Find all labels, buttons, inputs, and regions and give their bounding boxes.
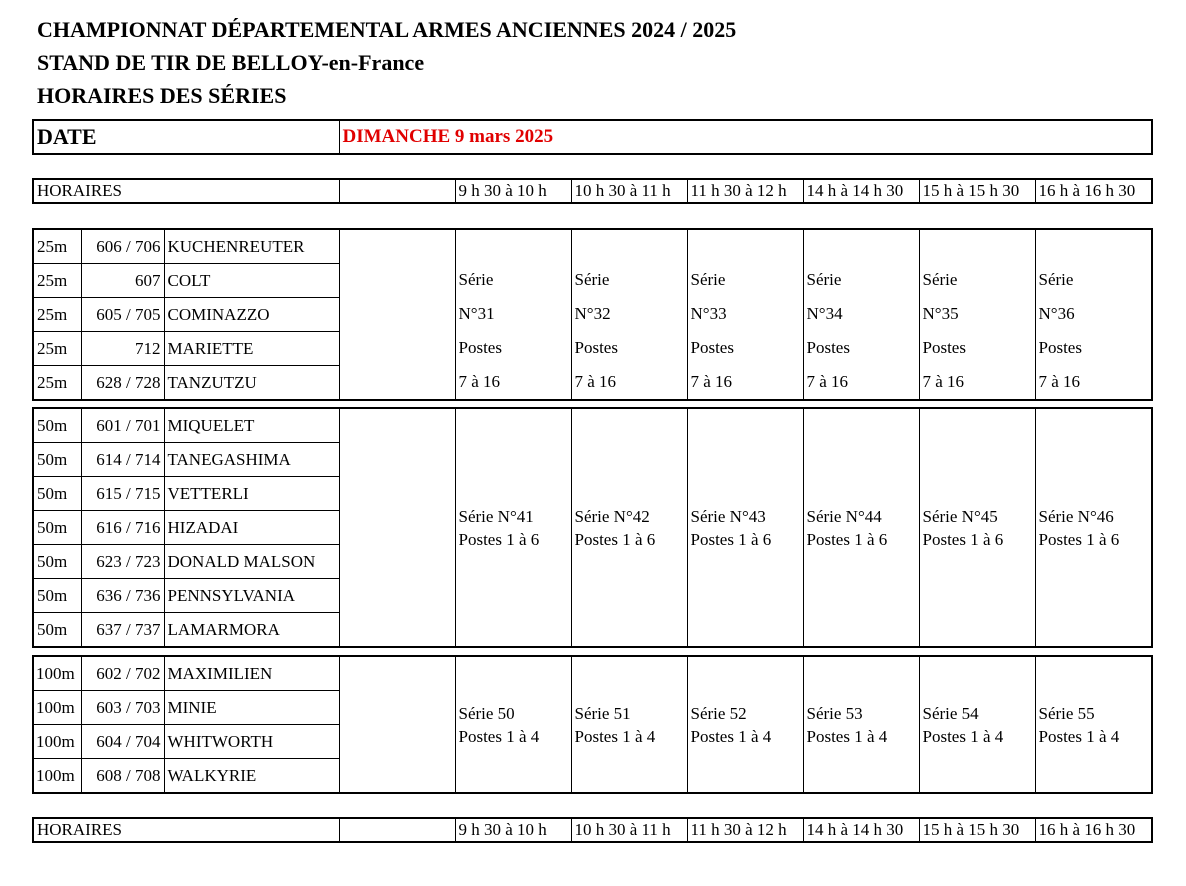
code-cell: 628 / 728 <box>81 366 164 401</box>
postes-range: Postes 1 à 6 <box>458 529 540 549</box>
serie-cell <box>1035 408 1152 647</box>
group-50m-table <box>32 407 1153 648</box>
distance-cell: 100m <box>33 691 81 725</box>
serie-label: Série N°42 <box>574 506 650 526</box>
weapon-name: LAMARMORA <box>164 613 339 648</box>
postes-label: Postes <box>458 338 502 357</box>
serie-label: Série N°41 <box>458 506 534 526</box>
serie-label: Série 54 <box>922 703 979 723</box>
weapon-name: PENNSYLVANIA <box>164 579 339 613</box>
serie-number: N°34 <box>806 304 843 323</box>
code-cell: 604 / 704 <box>81 725 164 759</box>
serie-number: N°33 <box>690 304 727 323</box>
weapon-name: COMINAZZO <box>164 298 339 332</box>
code-cell: 712 <box>81 332 164 366</box>
serie-cell <box>919 408 1035 647</box>
serie-cell <box>1035 229 1152 400</box>
weapon-name: MIQUELET <box>164 408 339 443</box>
blank-cell <box>339 818 455 842</box>
serie-number: N°32 <box>574 304 611 323</box>
postes-range: Postes 1 à 6 <box>806 529 888 549</box>
time-slot: 16 h à 16 h 30 <box>1035 179 1152 203</box>
postes-range: Postes 1 à 6 <box>690 529 772 549</box>
weapon-name: TANEGASHIMA <box>164 443 339 477</box>
code-cell: 606 / 706 <box>81 229 164 264</box>
code-cell: 603 / 703 <box>81 691 164 725</box>
postes-range: 7 à 16 <box>458 372 501 391</box>
serie-cell <box>455 408 571 647</box>
distance-cell: 50m <box>33 579 81 613</box>
distance-cell: 50m <box>33 408 81 443</box>
code-cell: 615 / 715 <box>81 477 164 511</box>
serie-cell <box>803 656 919 793</box>
time-slot: 9 h 30 à 10 h <box>455 179 571 203</box>
distance-cell: 25m <box>33 264 81 298</box>
serie-cell <box>1035 656 1152 793</box>
weapon-name: HIZADAI <box>164 511 339 545</box>
date-table <box>32 119 1153 155</box>
serie-label: Série <box>690 270 726 289</box>
distance-cell: 50m <box>33 511 81 545</box>
code-cell: 608 / 708 <box>81 759 164 794</box>
serie-cell <box>919 229 1035 400</box>
postes-range: Postes 1 à 6 <box>1038 529 1120 549</box>
serie-label: Série N°43 <box>690 506 766 526</box>
serie-label: Série <box>922 270 958 289</box>
distance-cell: 25m <box>33 229 81 264</box>
postes-label: Postes <box>922 338 966 357</box>
serie-cell <box>571 656 687 793</box>
title-line-3: HORAIRES DES SÉRIES <box>37 83 287 108</box>
weapon-name: WALKYRIE <box>164 759 339 794</box>
serie-cell <box>687 656 803 793</box>
weapon-name: MINIE <box>164 691 339 725</box>
serie-cell <box>571 408 687 647</box>
postes-range: 7 à 16 <box>690 372 733 391</box>
time-slot: 10 h 30 à 11 h <box>571 179 687 203</box>
distance-cell: 50m <box>33 477 81 511</box>
postes-range: Postes 1 à 4 <box>922 726 1004 746</box>
distance-cell: 25m <box>33 332 81 366</box>
serie-cell <box>687 229 803 400</box>
distance-cell: 50m <box>33 545 81 579</box>
postes-range: Postes 1 à 6 <box>574 529 656 549</box>
serie-cell <box>571 229 687 400</box>
distance-cell: 50m <box>33 443 81 477</box>
serie-label: Série 52 <box>690 703 747 723</box>
distance-cell: 50m <box>33 613 81 648</box>
horaires-table-bottom <box>32 817 1153 843</box>
serie-number: N°31 <box>458 304 495 323</box>
postes-label: Postes <box>806 338 850 357</box>
blank-cell <box>339 408 455 647</box>
serie-label: Série 51 <box>574 703 631 723</box>
serie-cell <box>803 229 919 400</box>
weapon-name: COLT <box>164 264 339 298</box>
horaires-label: HORAIRES <box>33 818 339 842</box>
date-value: DIMANCHE 9 mars 2025 <box>339 120 1152 154</box>
time-slot: 15 h à 15 h 30 <box>919 179 1035 203</box>
horaires-label: HORAIRES <box>33 179 339 203</box>
weapon-name: WHITWORTH <box>164 725 339 759</box>
code-cell: 605 / 705 <box>81 298 164 332</box>
serie-cell <box>919 656 1035 793</box>
postes-range: 7 à 16 <box>922 372 965 391</box>
serie-label: Série <box>458 270 494 289</box>
postes-label: Postes <box>1038 338 1082 357</box>
serie-number: N°36 <box>1038 304 1075 323</box>
code-cell: 616 / 716 <box>81 511 164 545</box>
time-slot: 11 h 30 à 12 h <box>687 179 803 203</box>
distance-cell: 100m <box>33 725 81 759</box>
serie-label: Série 50 <box>458 703 515 723</box>
serie-label: Série <box>806 270 842 289</box>
time-slot: 16 h à 16 h 30 <box>1035 818 1152 842</box>
serie-label: Série N°46 <box>1038 506 1114 526</box>
code-cell: 602 / 702 <box>81 656 164 691</box>
blank-cell <box>339 179 455 203</box>
blank-cell <box>339 229 455 400</box>
weapon-name: KUCHENREUTER <box>164 229 339 264</box>
distance-cell: 25m <box>33 298 81 332</box>
postes-range: Postes 1 à 4 <box>574 726 656 746</box>
group-100m-table <box>32 655 1153 794</box>
serie-label: Série 55 <box>1038 703 1095 723</box>
weapon-name: MARIETTE <box>164 332 339 366</box>
serie-cell <box>455 229 571 400</box>
horaires-table-top <box>32 178 1153 204</box>
serie-label: Série <box>1038 270 1074 289</box>
distance-cell: 100m <box>33 759 81 794</box>
postes-range: Postes 1 à 4 <box>458 726 540 746</box>
distance-cell: 100m <box>33 656 81 691</box>
time-slot: 11 h 30 à 12 h <box>687 818 803 842</box>
serie-number: N°35 <box>922 304 959 323</box>
weapon-name: VETTERLI <box>164 477 339 511</box>
serie-cell <box>803 408 919 647</box>
postes-range: 7 à 16 <box>1038 372 1081 391</box>
weapon-name: DONALD MALSON <box>164 545 339 579</box>
postes-range: 7 à 16 <box>806 372 849 391</box>
postes-range: Postes 1 à 4 <box>806 726 888 746</box>
code-cell: 623 / 723 <box>81 545 164 579</box>
time-slot: 15 h à 15 h 30 <box>919 818 1035 842</box>
postes-label: Postes <box>690 338 734 357</box>
time-slot: 9 h 30 à 10 h <box>455 818 571 842</box>
title-line-2: STAND DE TIR DE BELLOY-en-France <box>37 50 425 75</box>
title-line-1: CHAMPIONNAT DÉPARTEMENTAL ARMES ANCIENNES 2024 / 2025 <box>37 17 737 42</box>
date-label: DATE <box>33 120 339 154</box>
time-slot: 14 h à 14 h 30 <box>803 818 919 842</box>
time-slot: 10 h 30 à 11 h <box>571 818 687 842</box>
postes-label: Postes <box>574 338 618 357</box>
code-cell: 607 <box>81 264 164 298</box>
code-cell: 636 / 736 <box>81 579 164 613</box>
time-slot: 14 h à 14 h 30 <box>803 179 919 203</box>
postes-range: 7 à 16 <box>574 372 617 391</box>
serie-cell <box>455 656 571 793</box>
postes-range: Postes 1 à 4 <box>1038 726 1120 746</box>
distance-cell: 25m <box>33 366 81 401</box>
code-cell: 614 / 714 <box>81 443 164 477</box>
serie-cell <box>687 408 803 647</box>
serie-label: Série N°45 <box>922 506 998 526</box>
weapon-name: MAXIMILIEN <box>164 656 339 691</box>
code-cell: 637 / 737 <box>81 613 164 648</box>
serie-label: Série 53 <box>806 703 863 723</box>
group-25m-table <box>32 228 1153 401</box>
blank-cell <box>339 656 455 793</box>
postes-range: Postes 1 à 4 <box>690 726 772 746</box>
serie-label: Série N°44 <box>806 506 882 526</box>
weapon-name: TANZUTZU <box>164 366 339 401</box>
code-cell: 601 / 701 <box>81 408 164 443</box>
serie-label: Série <box>574 270 610 289</box>
postes-range: Postes 1 à 6 <box>922 529 1004 549</box>
